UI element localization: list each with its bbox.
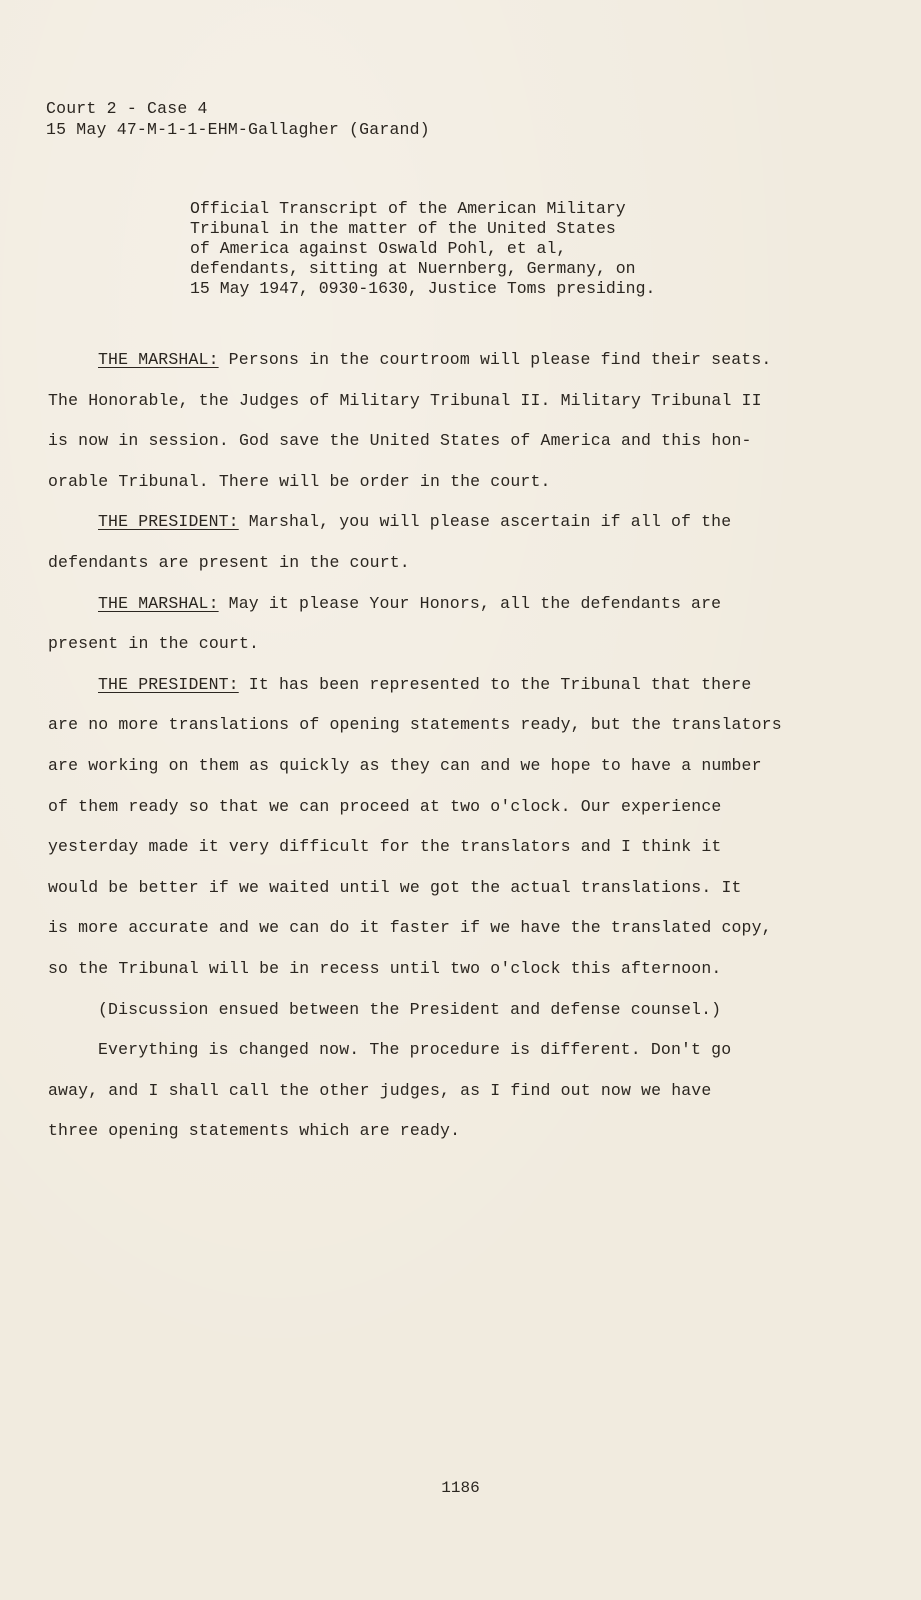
paragraph-text-line: so the Tribunal will be in recess until two o'clock this afternoon. (48, 958, 722, 978)
speaker-label: THE MARSHAL: (98, 593, 219, 613)
page-number: 1186 (441, 1479, 480, 1497)
caption-line: of America against Oswald Pohl, et al, (190, 239, 567, 258)
paragraph-text: Persons in the courtroom will please find their seats. (218, 350, 772, 369)
caption-line: Tribunal in the matter of the United States (190, 219, 616, 238)
paragraph-text-line: of them ready so that we can proceed at two o'clock. Our experience (48, 796, 722, 816)
caption-line: Official Transcript of the American Military (190, 199, 626, 218)
paragraph-text-line: is more accurate and we can do it faster if we have the translated copy, (48, 918, 772, 938)
paragraph-text-line: are no more translations of opening statements ready, but the translators (48, 715, 782, 735)
discussion-note: (Discussion ensued between the President and defense counsel.) (98, 999, 722, 1019)
speaker-label: THE MARSHAL: (98, 350, 219, 369)
paragraph-text: Marshal, you will please ascertain if all of the (238, 512, 732, 532)
paragraph-text-line: would be better if we waited until we got the actual translations. It (48, 877, 742, 897)
paragraph-marshal-2-line (48, 584, 868, 625)
transcript-body (48, 340, 868, 1152)
case-header-line-1: Court 2 - Case 4 (46, 99, 208, 118)
paragraph-marshal-1-line (48, 340, 868, 381)
transcript-caption (190, 199, 655, 299)
speaker-label: THE PRESIDENT: (98, 674, 239, 694)
paragraph-text-line: The Honorable, the Judges of Military Tribunal II. Military Tribunal II (48, 390, 762, 410)
paragraph-president-1-line (48, 502, 868, 543)
caption-line: 15 May 1947, 0930-1630, Justice Toms presiding. (190, 279, 656, 298)
paragraph-text: May it please Your Honors, all the defendants are (218, 593, 722, 613)
paragraph-text-line: Everything is changed now. The procedure is different. Don't go (98, 1040, 732, 1060)
paragraph-text-line: orable Tribunal. There will be order in the court. (48, 471, 551, 491)
case-header (46, 98, 430, 140)
paragraph-text: It has been represented to the Tribunal that there (238, 674, 752, 694)
speaker-label: THE PRESIDENT: (98, 512, 239, 532)
paragraph-president-2-line (48, 665, 868, 706)
paragraph-text-line: yesterday made it very difficult for the translators and I think it (48, 837, 722, 857)
paragraph-text-line: are working on them as quickly as they can and we hope to have a number (48, 755, 762, 775)
caption-line: defendants, sitting at Nuernberg, Germany, on (190, 259, 636, 278)
paragraph-text-line: three opening statements which are ready. (48, 1121, 461, 1141)
paragraph-text-line: present in the court. (48, 634, 260, 654)
case-header-line-2: 15 May 47-M-1-1-EHM-Gallagher (Garand) (46, 120, 430, 139)
paragraph-text-line: away, and I shall call the other judges, as I find out now we have (48, 1080, 712, 1100)
paragraph-text-line: defendants are present in the court. (48, 552, 410, 572)
paragraph-text-line: is now in session. God save the United States of America and this hon- (48, 431, 752, 451)
